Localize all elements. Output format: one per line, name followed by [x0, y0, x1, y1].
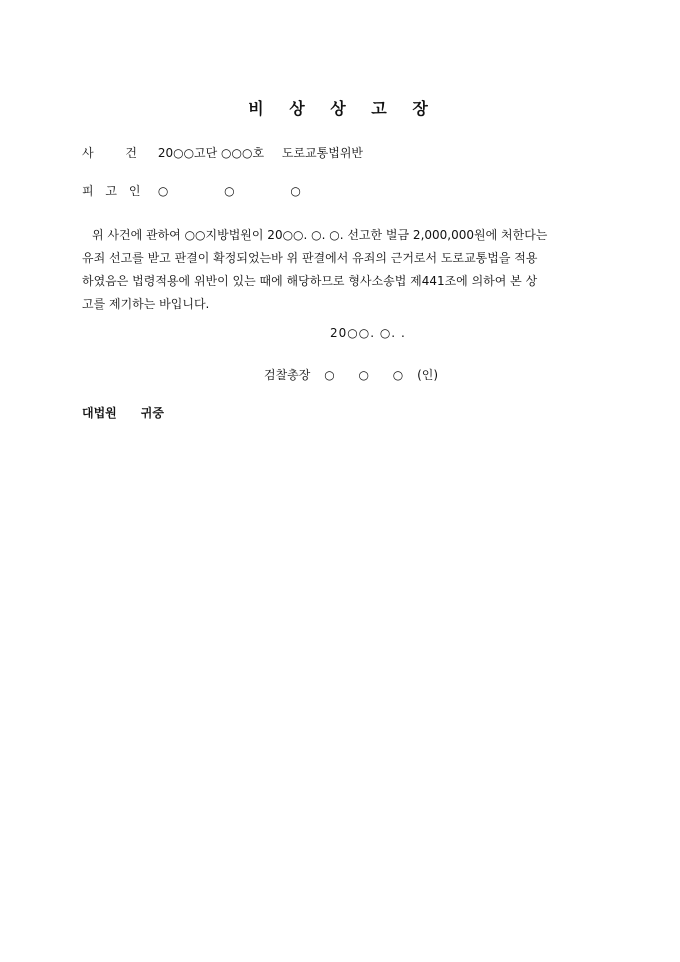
body-line-2: 유죄 선고를 받고 판결이 확정되었는바 위 판결에서 유죄의 근거로서 도로교통법을 적용	[82, 251, 538, 265]
case-number: 20○○고단 ○○○호	[157, 146, 265, 160]
signatory-name: ○ ○ ○	[324, 368, 414, 382]
appeal-body	[82, 224, 598, 316]
case-row	[82, 144, 363, 161]
addressee-honorific: 귀중	[140, 406, 164, 420]
document-title: 비 상 상 고 장	[248, 99, 438, 118]
body-line-1: 위 사건에 관하여 ○○지방법원이 20○○. ○. ○. 선고한 벌금 2,000,000원에 처한다는	[92, 228, 548, 242]
addressee	[82, 404, 164, 421]
body-line-3: 하였음은 법령적용에 위반이 있는 때에 해당하므로 형사소송법 제441조에 의하여 본 상	[82, 274, 538, 288]
signature-line	[264, 366, 438, 383]
defendant-name: ○ ○ ○	[157, 184, 327, 198]
signatory-seal: (인)	[417, 368, 439, 382]
case-label: 사 건	[82, 146, 151, 160]
signatory-title: 검찰총장	[264, 368, 311, 382]
case-charge: 도로교통법위반	[281, 146, 364, 160]
body-line-4: 고를 제기하는 바입니다.	[82, 297, 210, 311]
addressee-court: 대법원	[82, 406, 117, 420]
defendant-row	[82, 182, 327, 199]
filing-date: 20○○. ○. .	[330, 326, 406, 340]
defendant-label: 피 고 인	[82, 184, 145, 198]
